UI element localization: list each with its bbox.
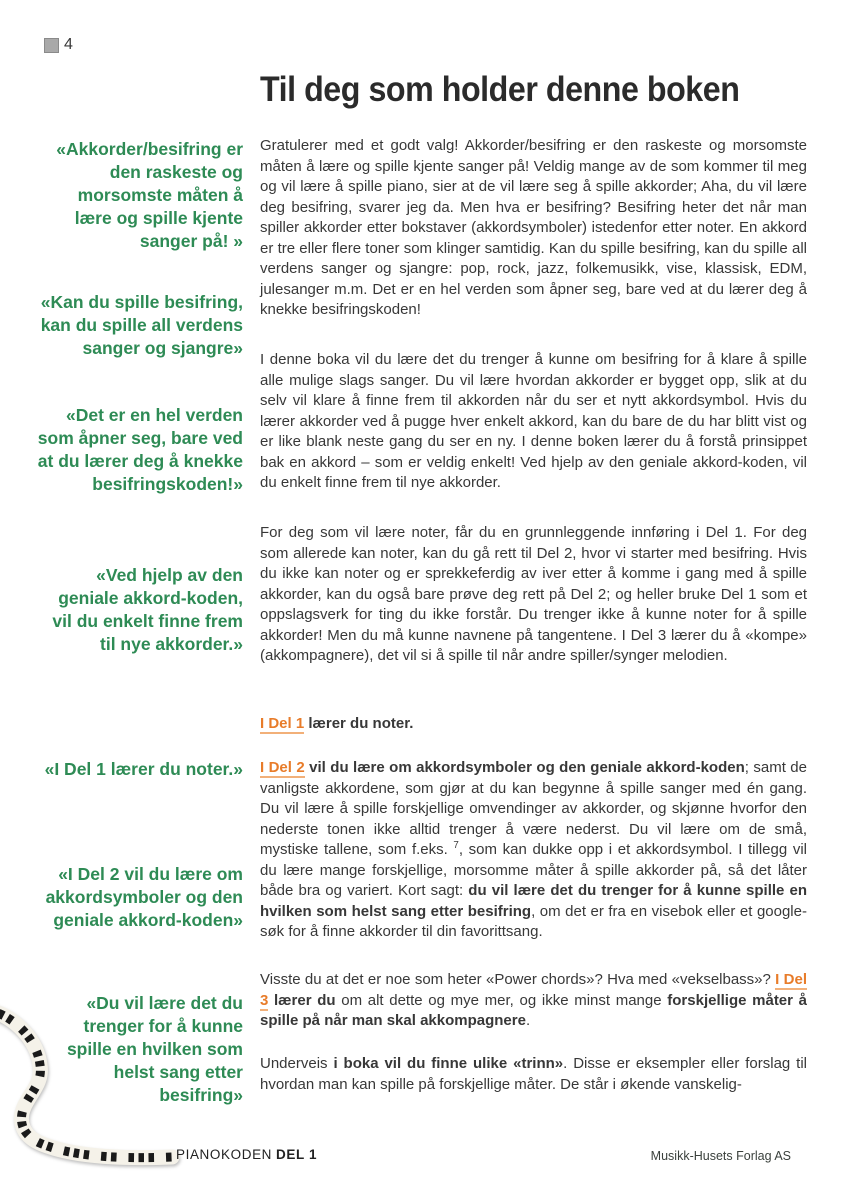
body-paragraph: Visste du at det er noe som heter «Power chords»? Hva med «vekselbass»? I Del 3 lærer du om alt dette og mye mer, og ikke minst mange forskjellige måter å spille på når man skal akkompagnere. [260,971,808,1029]
footer-part-label: DEL 1 [276,1147,318,1162]
body-paragraph: Underveis i boka vil du finne ulike «trinn». Disse er eksempler eller forslag til hvordan man kan spille på forskjellige måter. De står i økende vanskelig- [260,1055,807,1093]
body-paragraph: I denne boka vil du lære det du trenger å kunne om besifring for å klare å spille alle mulige slags sanger. Du vil lære hvordan akkorder er bygget opp, slik at du selv vil klare å finne frem til akkorden når du ser et nytt akkordsymbol. Hvis du lærer akkorder ved å pugge hver enkelt akkord, kan du bare de du har blitt vist og er like blank neste gang du ser en ny. I denne boken lærer du å forstå prinsippet bak en akkord – som er veldig enkelt! Ved hjelp av den geniale akkord-koden, vil du enkelt finne frem til nye akkorder. [260,351,807,491]
body-paragraph: Gratulerer med et godt valg! Akkorder/besifring er den raskeste og morsomste måten å lære og spille kjente sanger på! Veldig mange av de som kommer til meg og vil lære å spille piano, sier at de vil lære seg å spille akkorder; Aha, du vil lære deg besifring, svarer jeg da. Men hva er besifring? Besifring heter det når man spiller akkorder etter bokstaver (akkordsymboler) istedenfor etter noter. En akkord er tre eller flere toner som klinger samtidig. Kan du spille besifring, kan du spille all verdens sanger og sjangre: pop, rock, jazz, folkemusikk, vise, klassisk, EDM, julesanger m.m. Det er en hel verden som åpner seg, bare ved at du lærer deg å knekke besifringskoden! [260,137,807,318]
sidebar-quote-6: «I Del 2 vil du lære om akkordsymboler og den geniale akkord-koden» [45,864,243,930]
footer-book-title [176,1147,317,1162]
page-number: 4 [64,36,73,53]
body-paragraph: I Del 2 vil du lære om akkordsymboler og den geniale akkord-koden; samt de vanligste akkordene, som gjør at du kan begynne å spille sanger med én gang. Du vil lære å spille forskjellige omvendinger av akkorder, og skjønne hvorfor den nederste tonen ikke alltid trenger å være nederst. Du vil lære om de små, mystiske tallene, som f.eks. $^7$, som kan dukke opp i et akkordsymbol. I tillegg vil du lære mange forskjellige, morsomme måter å spille akkorder på, så det låter både bra og variert. Kort sagt: du vil lære det du trenger for å kunne spille en hvilken som helst sang etter besifring, om det er fra en visebok eller et google-søk for å finne akkorder til din favorittsang. [260,759,807,940]
sidebar-quote-5: «I Del 1 lærer du noter.» [44,759,243,779]
del1-heading-line: I Del 1 lærer du noter. [260,715,414,732]
sidebar-quote-2: «Kan du spille besifring, kan du spille all verdens sanger og sjangre» [40,292,243,358]
body-paragraph: For deg som vil lære noter, får du en grunnleggende innføring i Del 1. For deg som allerede kan noter, kan du gå rett til Del 2, hvor vi starter med besifring. Hvis du ikke kan noter og er sprekkeferdig av iver etter å komme i gang med å spille akkorder, kan du også bare prøve deg rett på Del 2; og heller bruke Del 1 som et oppslagsverk for ting du ikke forstår. Du trenger ikke å kunne noter for å spille akkorder! Men du må kunne navnene på tangentene. I Del 3 lærer du å «kompe» (akkompagnere), det vil si å spille til når andre spiller/synger melodien. [260,524,807,664]
page-title: Til deg som holder denne boken [260,70,740,109]
page-number-marker-icon [44,38,59,53]
footer-publisher: Musikk-Husets Forlag AS [650,1149,791,1163]
footer-brand: PIANOKODEN [176,1147,273,1162]
sidebar-quote-4: «Ved hjelp av den geniale akkord-koden, vil du enkelt finne frem til nye akkorder.» [52,565,243,654]
piano-keys-ribbon-illustration [0,995,230,1200]
sidebar-quote-3: «Det er en hel verden som åpner seg, bare ved at du lærer deg å knekke besifringskoden!» [37,405,243,494]
sidebar-quote-1: «Akkorder/besifring er den raskeste og morsomste måten å lære og spille kjente sanger på! » [56,139,243,251]
sidebar-quote-7: «Du vil lære det du trenger for å kunne spille en hvilken som helst sang etter besifring» [66,993,243,1105]
page-number-row [44,36,73,54]
